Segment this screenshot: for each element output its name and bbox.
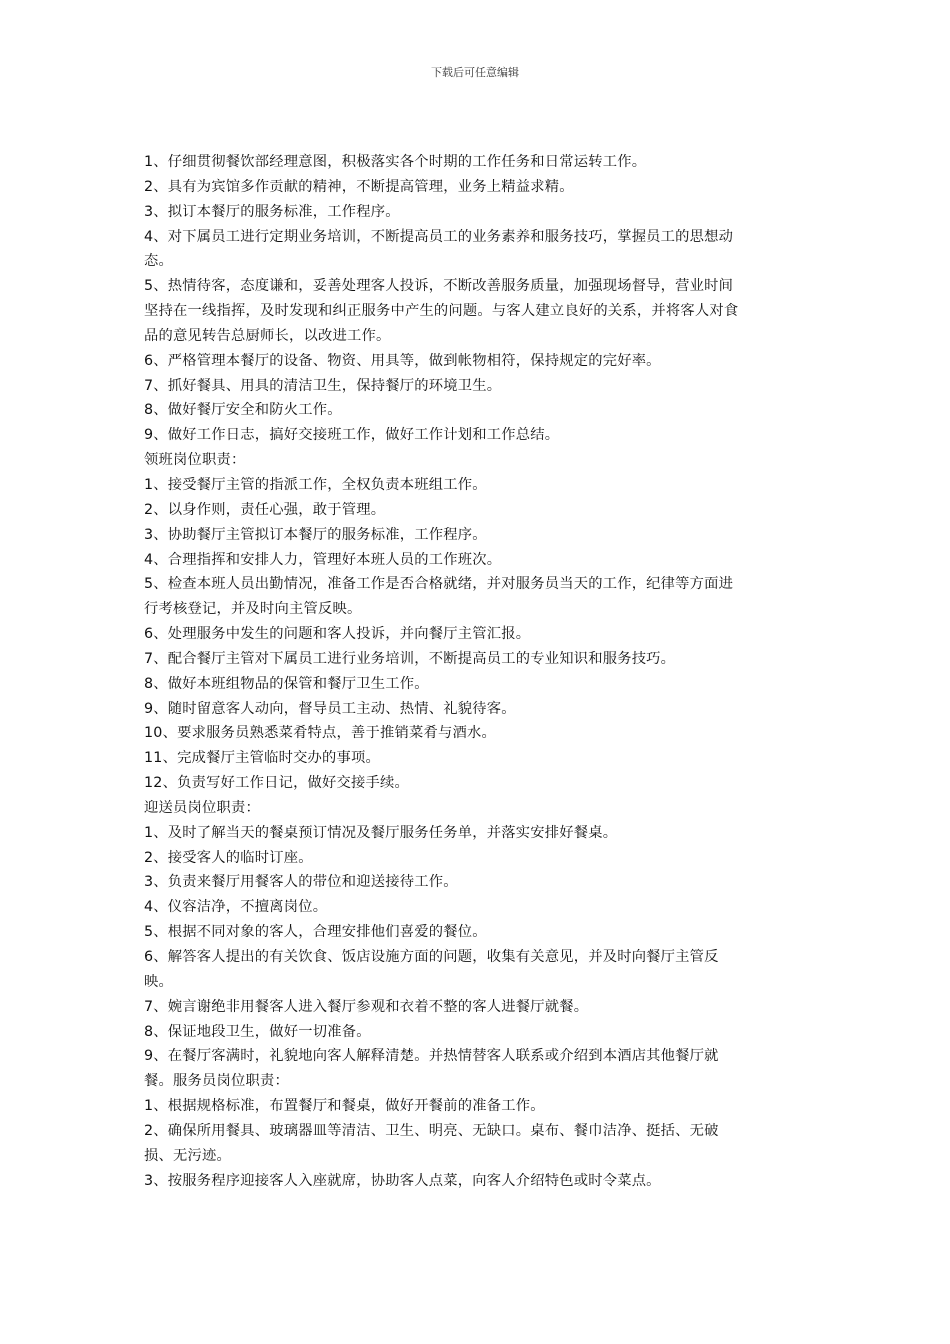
text-line: 9、做好工作日志，搞好交接班工作，做好工作计划和工作总结。	[144, 427, 560, 444]
text-line: 态。	[144, 253, 173, 270]
text-line: 6、处理服务中发生的问题和客人投诉，并向餐厅主管汇报。	[144, 626, 531, 643]
text-line: 8、做好本班组物品的保管和餐厅卫生工作。	[144, 675, 429, 692]
text-line: 映。	[144, 973, 173, 990]
text-line: 2、以身作则，责任心强，敢于管理。	[144, 501, 386, 518]
text-line: 7、配合餐厅主管对下属员工进行业务培训，不断提高员工的专业知识和服务技巧。	[144, 650, 676, 667]
text-line: 9、在餐厅客满时，礼貌地向客人解释清楚。并热情替客人联系或介绍到本酒店其他餐厅就	[144, 1048, 719, 1065]
text-line: 4、仪容洁净，不擅离岗位。	[144, 899, 328, 916]
section-heading-foreman: 领班岗位职责：	[144, 452, 246, 469]
text-line: 3、拟订本餐厅的服务标准，工作程序。	[144, 203, 400, 220]
text-line: 2、接受客人的临时订座。	[144, 849, 313, 866]
text-line: 6、严格管理本餐厅的设备、物资、用具等，做到帐物相符，保持规定的完好率。	[144, 352, 661, 369]
text-line: 1、仔细贯彻餐饮部经理意图，积极落实各个时期的工作任务和日常运转工作。	[144, 154, 647, 170]
page-header: 下载后可任意编辑	[431, 66, 519, 79]
text-line: 9、随时留意客人动向，督导员工主动、热情、礼貌待客。	[144, 700, 516, 717]
text-line: 11、完成餐厅主管临时交办的事项。	[144, 750, 381, 767]
text-line: 3、按服务程序迎接客人入座就席，协助客人点菜，向客人介绍特色或时令菜点。	[144, 1172, 661, 1189]
text-line: 2、确保所用餐具、玻璃器皿等清洁、卫生、明亮、无缺口。桌布、餐巾洁净、挺括、无破	[144, 1122, 719, 1139]
text-line: 8、做好餐厅安全和防火工作。	[144, 402, 342, 419]
text-line: 12、负责写好工作日记，做好交接手续。	[144, 775, 410, 792]
text-line: 5、根据不同对象的客人，合理安排他们喜爱的餐位。	[144, 924, 487, 941]
text-line: 4、合理指挥和安排人力，管理好本班人员的工作班次。	[144, 551, 502, 568]
document-body	[144, 150, 809, 1193]
text-line: 6、解答客人提出的有关饮食、饭店设施方面的问题，收集有关意见，并及时向餐厅主管反	[144, 949, 719, 965]
text-line: 品的意见转告总厨师长，以改进工作。	[144, 327, 391, 344]
text-line: 行考核登记，并及时向主管反映。	[144, 601, 362, 618]
text-line: 10、要求服务员熟悉菜肴特点，善于推销菜肴与酒水。	[144, 725, 497, 742]
text-line: 5、热情待客，态度谦和，妥善处理客人投诉，不断改善服务质量，加强现场督导，营业时间	[144, 278, 734, 295]
text-line: 1、及时了解当天的餐桌预订情况及餐厅服务任务单，并落实安排好餐桌。	[144, 824, 618, 841]
text-line: 损、无污迹。	[144, 1147, 231, 1164]
text-line: 7、抓好餐具、用具的清洁卫生，保持餐厅的环境卫生。	[144, 377, 502, 394]
text-line: 4、对下属员工进行定期业务培训，不断提高员工的业务素养和服务技巧，掌握员工的思想动	[144, 228, 734, 245]
text-line: 坚持在一线指挥，及时发现和纠正服务中产生的问题。与客人建立良好的关系，并将客人对食	[144, 303, 739, 320]
text-line: 8、保证地段卫生，做好一切准备。	[144, 1023, 371, 1040]
section-heading-greeter: 迎送员岗位职责：	[144, 799, 260, 816]
text-line: 5、检查本班人员出勤情况，准备工作是否合格就绪，并对服务员当天的工作，纪律等方面进	[144, 576, 734, 593]
text-line: 3、协助餐厅主管拟订本餐厅的服务标准，工作程序。	[144, 526, 487, 543]
text-line: 3、负责来餐厅用餐客人的带位和迎送接待工作。	[144, 874, 458, 891]
text-line: 1、根据规格标准，布置餐厅和餐桌，做好开餐前的准备工作。	[144, 1098, 545, 1115]
text-line: 7、婉言谢绝非用餐客人进入餐厅参观和衣着不整的客人进餐厅就餐。	[144, 998, 589, 1015]
text-line: 2、具有为宾馆多作贡献的精神，不断提高管理，业务上精益求精。	[144, 178, 574, 195]
text-line: 餐。服务员岗位职责：	[144, 1073, 289, 1090]
text-line: 1、接受餐厅主管的指派工作，全权负责本班组工作。	[144, 476, 487, 493]
